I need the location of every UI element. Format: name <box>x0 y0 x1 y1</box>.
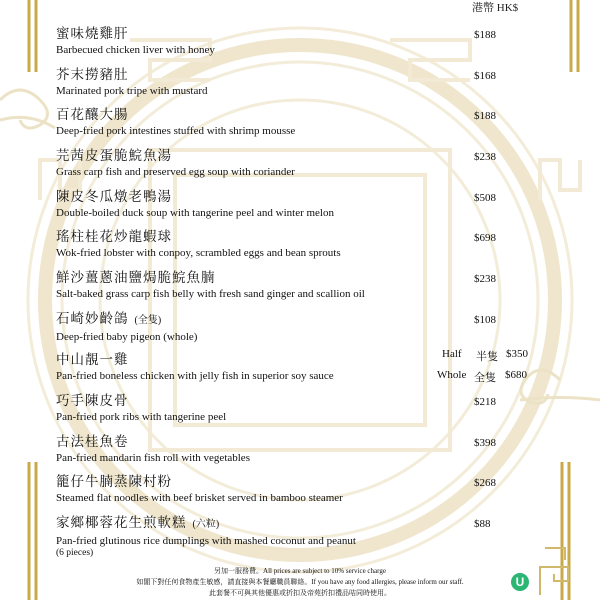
dish-name-en: Pan-fried pork ribs with tangerine peel <box>56 411 227 423</box>
dish-price: $88 <box>474 518 491 530</box>
dish-name-en: Steamed flat noodles with beef brisket served in bamboo steamer <box>56 492 343 504</box>
dish-price: $238 <box>474 273 496 285</box>
dish-price: $398 <box>474 437 496 449</box>
dish-price: $698 <box>474 232 496 244</box>
dish-name-en: Pan-fried boneless chicken with jelly fish in superior soy sauce <box>56 370 334 382</box>
dish-name-en: Double-boiled duck soup with tangerine peel and winter melon <box>56 207 334 219</box>
portion-note-en: (6 pieces) <box>56 548 94 558</box>
dish-name-en: Salt-baked grass carp fish belly with fresh sand ginger and scallion oil <box>56 288 365 300</box>
dish-price: $108 <box>474 314 496 326</box>
dish-name-en: Pan-fried mandarin fish roll with vegetables <box>56 452 250 464</box>
dish-name-zh: 巧手陳皮骨 <box>56 393 129 408</box>
whole-label: Whole <box>437 369 467 381</box>
dish-name-zh-text: 家鄉椰蓉花生煎軟糕 <box>56 515 187 530</box>
dish-name-zh: 芥末撈豬肚 <box>56 67 129 82</box>
watermark-logo-icon: U <box>511 573 529 591</box>
dish-price: $168 <box>474 70 496 82</box>
footer-discount-notice: 此套餐不可與其他優惠或折扣及帝苑折扣禮品咭同時使用。 <box>209 589 391 597</box>
dish-price: $188 <box>474 29 496 41</box>
dish-name-en: Deep-fried pork intestines stuffed with shrimp mousse <box>56 125 296 137</box>
dish-name-zh: 陳皮冬瓜燉老鴨湯 <box>56 189 172 204</box>
whole-label-zh: 全隻 <box>474 372 496 384</box>
dish-name-en: Wok-fried lobster with conpoy, scrambled eggs and bean sprouts <box>56 247 341 259</box>
portion-note: (全隻) <box>134 315 162 326</box>
dish-name-en: Marinated pork tripe with mustard <box>56 85 208 97</box>
dish-name-en: Pan-fried glutinous rice dumplings with mashed coconut and peanut <box>56 535 356 547</box>
footer-allergy-notice: 如閣下對任何食物產生敏感，請直接與本餐廳職員聯絡。If you have any food allergies, please inform our staff. <box>136 578 464 586</box>
dish-price: $188 <box>474 110 496 122</box>
dish-name-zh: 蜜味燒雞肝 <box>56 26 129 41</box>
dish-name-zh: 古法桂魚卷 <box>56 434 129 449</box>
dish-name-zh: 百花釀大腸 <box>56 107 129 122</box>
dish-name-zh-text: 石崎妙齡鴿 <box>56 311 129 326</box>
dish-name-zh: 瑤柱桂花炒龍蝦球 <box>56 229 172 244</box>
dish-price: $238 <box>474 151 496 163</box>
dish-price: $508 <box>474 192 496 204</box>
dish-name-en: Barbecued chicken liver with honey <box>56 44 215 56</box>
whole-price: $680 <box>505 369 527 381</box>
half-price: $350 <box>506 348 528 360</box>
dish-name-zh: 中山靚一雞 <box>56 352 129 367</box>
currency-label: 港幣 HK$ <box>472 2 519 14</box>
dish-name-zh: 籠仔牛腩蒸陳村粉 <box>56 474 172 489</box>
footer-service-charge: 另加一服務費。All prices are subject to 10% service charge <box>214 567 386 575</box>
half-label-zh: 半隻 <box>476 351 498 363</box>
dish-name-en: Grass carp fish and preserved egg soup with coriander <box>56 166 295 178</box>
half-label: Half <box>442 348 462 360</box>
portion-note: (六粒) <box>192 519 220 530</box>
dish-price: $218 <box>474 396 496 408</box>
dish-price: $268 <box>474 477 496 489</box>
dish-name-en: Deep-fried baby pigeon (whole) <box>56 331 198 343</box>
dish-name-zh: 芫茜皮蛋脆鯇魚湯 <box>56 148 172 163</box>
dish-name-zh: 鮮沙薑蔥油鹽焗脆鯇魚腩 <box>56 270 216 285</box>
